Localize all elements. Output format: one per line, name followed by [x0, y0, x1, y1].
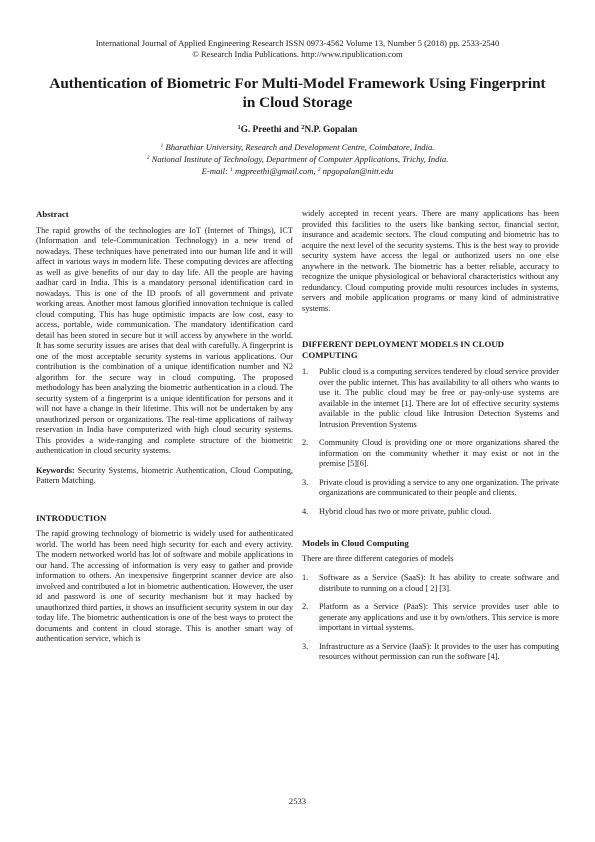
list-item-text: Platform as a Service (PaaS): This service provides user able to generate any applications and use it by own/others. This service is more important in virtual systems. [319, 602, 559, 632]
models-intro: There are three different categories of models [302, 553, 454, 563]
publisher-line: © Research India Publications. http://www.ripublication.com [192, 49, 403, 59]
list-item-text: Hybrid cloud has two or more private, public cloud. [319, 506, 492, 516]
affiliation-1-sup: 1 [160, 143, 164, 149]
list-item-number: 2. [302, 602, 309, 611]
keywords-label: Keywords: [36, 465, 75, 475]
affiliations [36, 141, 559, 177]
models-list [302, 573, 559, 663]
list-item [302, 602, 559, 634]
keywords [36, 466, 293, 487]
email-1: mgpreethi@gmail.com, [232, 166, 318, 176]
list-item-number: 4. [302, 506, 309, 516]
affiliation-2-sup: 2 [146, 155, 150, 161]
deployment-models-heading: DIFFERENT DEPLOYMENT MODELS IN CLOUD COMPUTING [302, 339, 505, 360]
introduction-continued-text: widely accepted in recent years. There are many applications has been provided this facilities to the users like banking sector, financial sector, insurance and academic sectors. The cloud computing and biometric has to acquire the next level of the security systems. This is the best way to provide security system have access the legal or authorized users no one else anywhere in the network. The biometric has a better reliable, accuracy to recognize the unique physiological or behavioral characteristics without any redundancy. Cloud computing provide multi resources includes in systems, servers and mobile application programs or many kind of administrative systems. [302, 209, 559, 313]
author-2-sup: 2 [301, 125, 305, 131]
journal-header [36, 38, 559, 60]
deployment-models-list [302, 367, 559, 517]
list-item-number: 3. [302, 641, 309, 651]
email-2-sup: 2 [317, 167, 321, 173]
list-item-number: 3. [302, 477, 309, 487]
list-item-text: Public cloud is a computing services tendered by cloud service provider over the public internet. This has availability to all others who wants to use it. The public cloud may be free or pay-only-use systems are available in the internet [1]. There are lot of effective security systems available in the public cloud like Intrusion Detection Systems and Intrusion Prevention Systems [319, 367, 559, 429]
list-item-number: 1. [302, 367, 309, 376]
list-item [302, 478, 559, 499]
affiliation-1 [36, 141, 559, 153]
list-item-text: Private cloud is providing a service to any one organization. The private organizations are communicated to their people and clients. [319, 477, 559, 497]
introduction-heading: INTRODUCTION [36, 512, 107, 523]
list-item [302, 573, 559, 594]
author-1-name: G. Preethi and [240, 125, 302, 135]
list-item [302, 367, 559, 430]
list-item [302, 438, 559, 470]
list-item-text: Infrastructure as a Service (IaaS): It provides to the user has computing resources without permission can run the software [4]. [319, 641, 559, 661]
list-item-number: 1. [302, 573, 309, 582]
affiliation-1-text: Bharathiar University, Research and Development Centre, Coimbatore, India. [163, 142, 435, 152]
affiliation-2 [36, 153, 559, 165]
introduction-text: The rapid growing technology of biometric is widely used for authenticated world. The world has been need high security for each and every activity. The modern networked world has lot of software and mobile applications in our hand. The accessing of information is very easy to gather and provide information to others. An inexpensive fingerprint scanner device are also involved and contributed a lot in biometric authentication. However, the user id and password is one of security mechanism but it may hacked by unauthorized third parties, it shows an insufficient security system in our day today life. The biometric authentication is one of the best ways to protect the documents and content in cloud storage. This is another smart way of authentication service, which is [36, 529, 293, 643]
journal-line: International Journal of Applied Engineering Research ISSN 0973-4562 Volume 13, Number 5 (2018) pp. 2533-2540 [95, 38, 500, 48]
abstract-text: The rapid growths of the technologies are IoT (Internet of Things), ICT (Information and tele-Communication Technology) in a new trend of nowadays. These techniques have penetrated into our human life and it will affect in various ways in modern life. These computing devices are affecting as well as give benefits of our day to day life. All the people are having aadhar card in India. This is a mandatory personal identification card in nowadays. This is one of the ID proofs of all government and private working areas. Another most famous glorified innovation technique is called cloud computing. This has huge optimistic impacts are low cost, easy to access, portable, wide communication. The mandatory identification card detail has been stored in secure but it will access by anywhere in the world. It has some security issues are arises that deal with carefully. A fingerprint is one of the most acceptable security systems in various applications. Our contribution is the combination of a unique identification number and N2 algorithm for the secure way in cloud computing. The proposed methodology has been analyzing the biometric authentication in a cloud. The security system of a fingerprint is a unique identification for persons and it will not have a change in their lifetime. This will not be undertaken by any unauthorized person or organizations. The real-time applications of railway reservation in India have computerized with high cloud security systems. This provides a wide-ranging and complete structure of the biometric authentication in cloud security systems. [36, 225, 293, 455]
list-item [302, 642, 559, 663]
email-line [36, 165, 559, 177]
author-list [36, 125, 559, 135]
email-2: npgopalan@nitt.edu [320, 166, 394, 176]
keywords-text: Security Systems, biometric Authentication, Cloud Computing, Pattern Matching. [36, 465, 293, 485]
page-number: 2533 [288, 796, 307, 806]
abstract-heading: Abstract [36, 209, 69, 219]
list-item-number: 2. [302, 438, 309, 447]
list-item-text: Community Cloud is providing one or more organizations shared the information on the community whether it may exist or not in the premise [5][6]. [319, 438, 559, 468]
list-item-text: Software as a Service (SaaS): It has ability to create software and distribute to running on a cloud [ 2] [3]. [319, 573, 559, 593]
email-1-sup: 1 [230, 167, 233, 173]
email-prefix: E-mail: [201, 166, 231, 176]
models-heading: Models in Cloud Computing [302, 538, 409, 548]
right-column [302, 209, 559, 671]
list-item [302, 507, 559, 518]
author-2-name: N.P. Gopalan [304, 125, 358, 135]
author-1-sup: 1 [237, 125, 241, 131]
two-column-body [36, 209, 559, 671]
affiliation-2-text: National Institute of Technology, Department of Computer Applications, Trichy, India. [149, 154, 449, 164]
paper-title: Authentication of Biometric For Multi-Model Framework Using Fingerprint in Cloud Storage [49, 75, 546, 111]
left-column [36, 209, 293, 671]
